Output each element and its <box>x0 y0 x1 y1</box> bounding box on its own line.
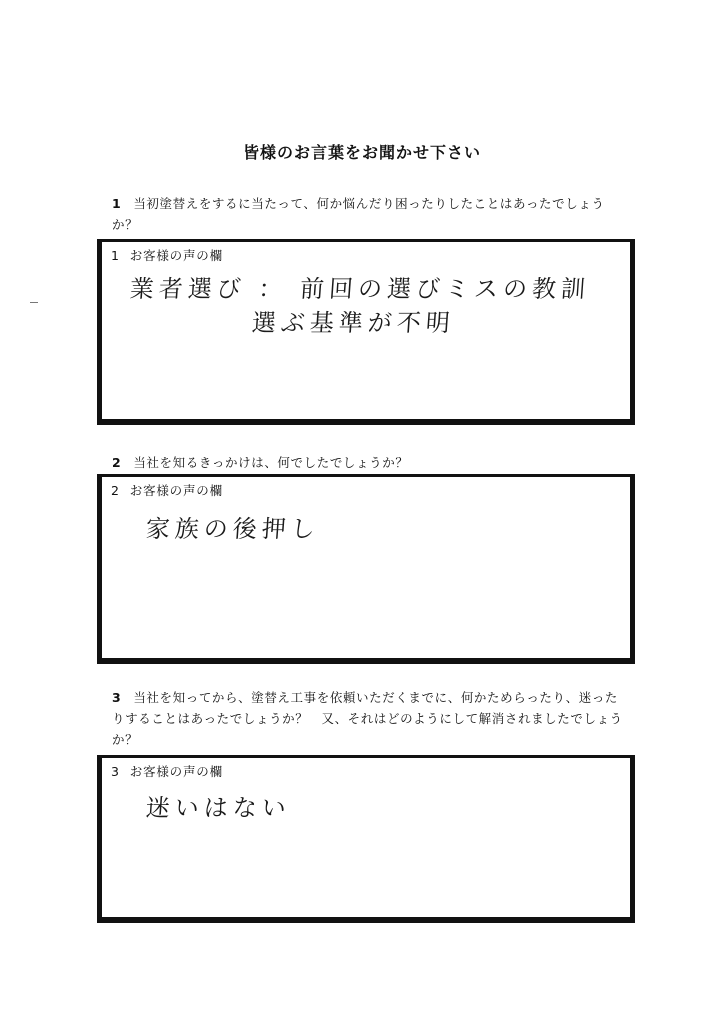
answer-box-1[interactable] <box>97 239 635 425</box>
answer-box-3-label-number: 3 <box>111 764 120 779</box>
page-title: 皆様のお言葉をお聞かせ下さい <box>242 143 481 162</box>
answer-box-3[interactable] <box>97 755 635 923</box>
question-3-number: 3 <box>112 690 122 705</box>
question-2-number: 2 <box>112 455 122 470</box>
answer-1-line-1: 業者選び ： 前回の選びミスの教訓 <box>128 275 592 303</box>
question-2 <box>112 452 632 473</box>
answer-box-2[interactable] <box>97 474 635 664</box>
question-1 <box>112 193 632 235</box>
margin-mark <box>30 302 38 303</box>
question-3-text-2: りすることはあったでしょうか？ 又、それはどのようにして解消されましたでしょう <box>112 711 623 726</box>
answer-box-1-label-number: 1 <box>111 248 120 263</box>
answer-box-2-label-text: お客様の声の欄 <box>129 483 223 498</box>
question-3 <box>112 687 632 750</box>
answer-box-1-label-text: お客様の声の欄 <box>129 248 223 263</box>
question-3-text-3: か？ <box>112 732 139 747</box>
question-2-line-1 <box>112 452 632 473</box>
question-3-text-1: 当社を知ってから、塗替え工事を依頼いただくまでに、何かためらったり、迷った <box>133 690 619 705</box>
answer-1-line-2: 選ぶ基準が不明 <box>250 309 456 337</box>
question-1-line-1 <box>112 193 632 214</box>
answer-box-2-label <box>111 481 223 499</box>
answer-box-3-label-text: お客様の声の欄 <box>129 764 223 779</box>
question-1-text-1: 当初塗替えをするに当たって、何か悩んだり困ったりしたことはあったでしょう <box>133 196 605 211</box>
question-2-text-1: 当社を知るきっかけは、何でしたでしょうか？ <box>133 455 409 470</box>
answer-box-2-label-number: 2 <box>111 483 120 498</box>
question-3-line-1 <box>112 687 632 708</box>
question-1-text-2: か？ <box>112 217 139 232</box>
answer-box-3-label <box>111 762 223 780</box>
answer-box-1-label <box>111 246 223 264</box>
answer-2-line-1: 家族の後押し <box>144 515 321 543</box>
question-1-number: 1 <box>112 196 122 211</box>
answer-3-line-1: 迷いはない <box>144 794 292 822</box>
